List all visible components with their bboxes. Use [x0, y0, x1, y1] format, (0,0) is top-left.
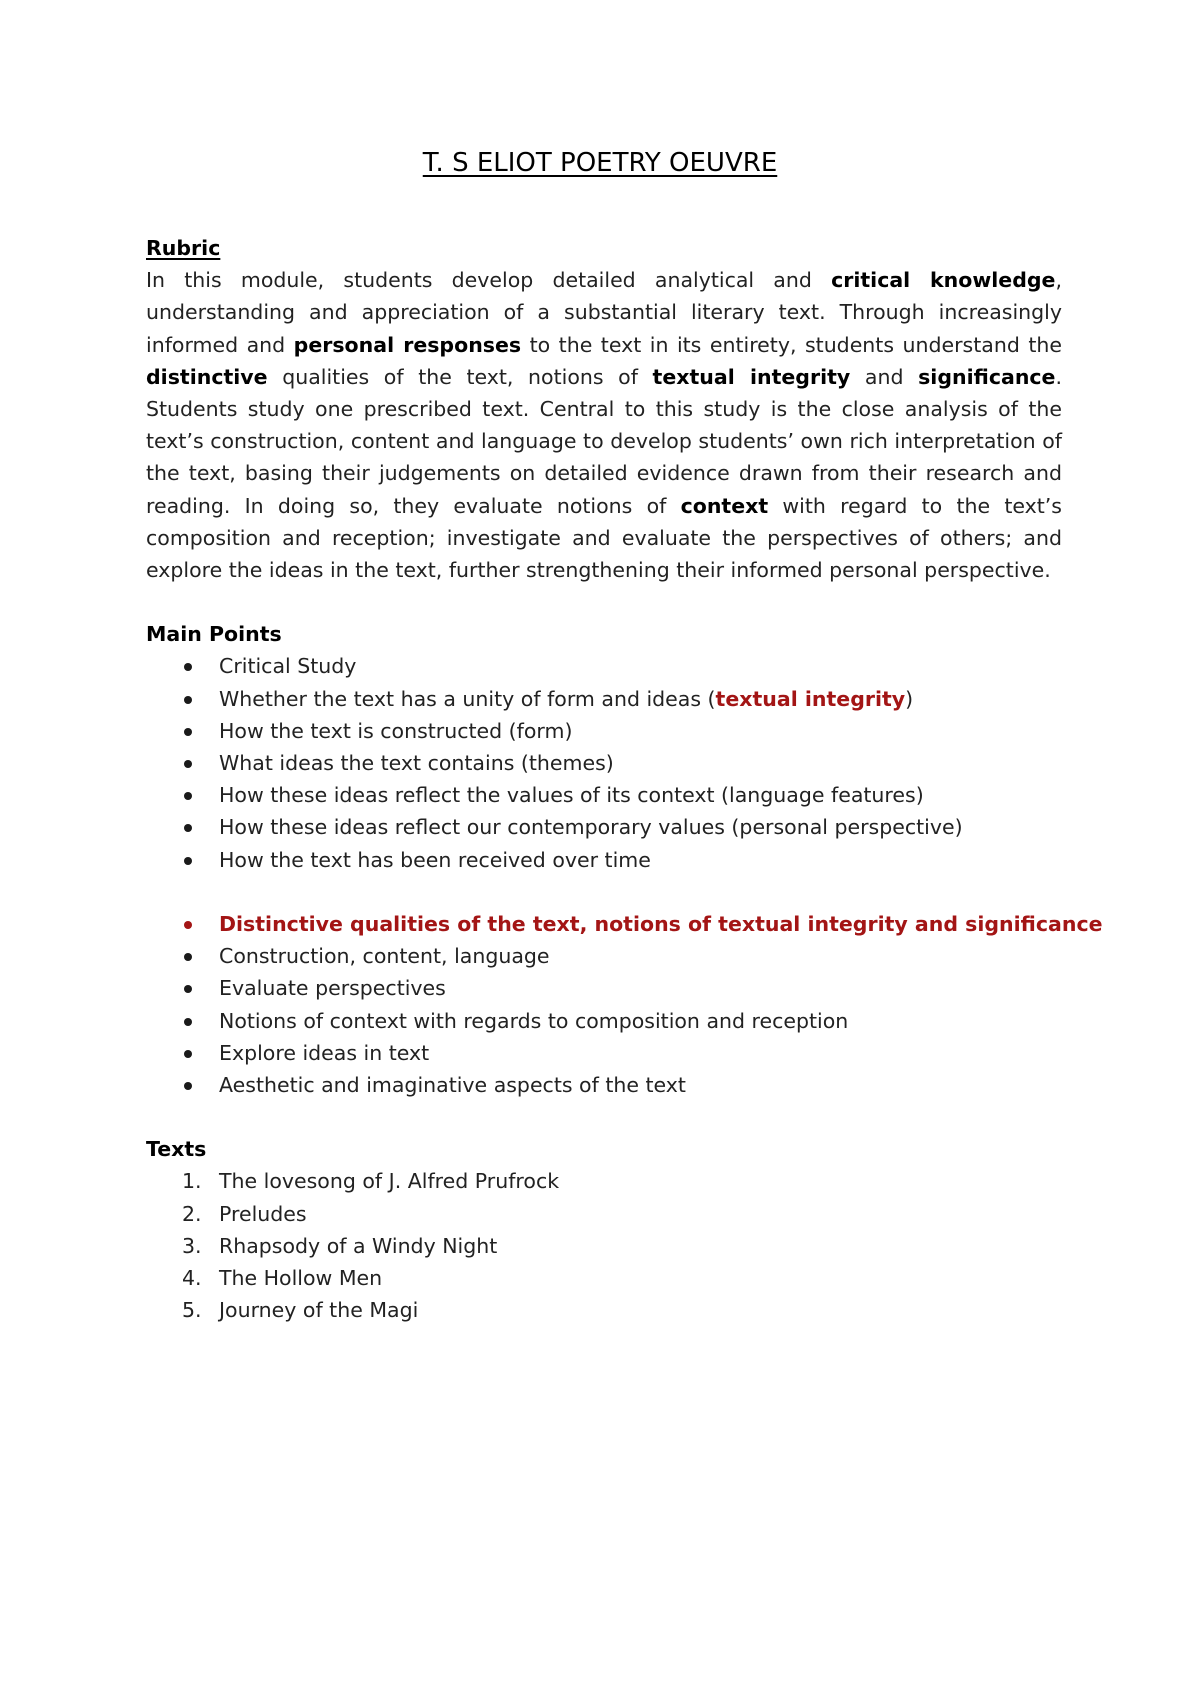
bullet-icon: [184, 857, 192, 865]
list-number: 4.: [182, 1266, 202, 1291]
rubric-segment: In this module, students develop detailed analytical and: [146, 268, 832, 293]
list-item: [146, 1037, 1062, 1069]
bullet-icon: [184, 1018, 192, 1026]
list-item-label: How the text is constructed (form): [219, 718, 573, 743]
list-gap: [146, 876, 1062, 908]
main-points-list: [146, 650, 1062, 875]
bullet-icon: [184, 985, 192, 993]
list-number: 5.: [182, 1298, 202, 1323]
rubric-heading: Rubric: [146, 236, 221, 260]
rubric-segment: . Students study one prescribed text. Central to this study is the close analysis of the text’s construction, content and language to develop students’ own rich interpretation of the text, basing their judgements on detailed evidence drawn from their research and reading. In doing so, they evaluate notions of: [146, 364, 1062, 518]
rubric-bold-significance: significance: [918, 364, 1056, 389]
list-item: [146, 650, 1062, 682]
rubric-segment: and: [850, 364, 919, 389]
rubric-segment: qualities of the text, notions of: [267, 364, 653, 389]
list-item: [146, 1005, 1062, 1037]
bullet-icon: [184, 824, 192, 832]
list-item: [146, 811, 1062, 843]
list-item: [146, 1198, 1062, 1230]
rubric-segment: , understanding and appreciation of a substantial literary text. Through increasingly informed and: [146, 268, 1062, 357]
bullet-icon: [184, 696, 192, 704]
list-item-label: How these ideas reflect our contemporary values (personal perspective): [219, 815, 963, 840]
list-item-label: How these ideas reflect the values of its context (language features): [219, 783, 924, 808]
list-item-label: Notions of context with regards to composition and reception: [219, 1008, 849, 1033]
rubric-paragraph: [146, 264, 1062, 586]
rubric-bold-personal-responses: personal responses: [293, 332, 522, 357]
list-item: [146, 1069, 1062, 1101]
highlight-textual-integrity: textual integrity: [715, 686, 906, 711]
rubric-bold-critical-knowledge: critical knowledge: [831, 268, 1056, 293]
list-number: 1.: [182, 1169, 202, 1194]
list-item: [146, 1262, 1062, 1294]
texts-heading: Texts: [146, 1137, 207, 1162]
list-item: [146, 683, 1062, 715]
document-body: [146, 232, 1103, 1326]
bullet-icon: [184, 1082, 192, 1090]
text-title: The lovesong of J. Alfred Prufrock: [219, 1169, 560, 1194]
list-item: [146, 779, 1062, 811]
list-item: [146, 1165, 1062, 1197]
list-item-label: ): [905, 686, 914, 711]
list-item: [146, 940, 1062, 972]
section-spacer: [146, 586, 1062, 618]
list-item: [146, 908, 1103, 940]
document-title: T. S ELIOT POETRY OEUVRE: [422, 148, 778, 178]
bullet-icon: [184, 792, 192, 800]
list-item-label-highlight: Distinctive qualities of the text, notions of textual integrity and significance: [219, 912, 1103, 937]
bullet-icon: [184, 760, 192, 768]
text-title: Rhapsody of a Windy Night: [219, 1233, 498, 1258]
text-title: Journey of the Magi: [219, 1298, 419, 1323]
text-title: Preludes: [219, 1201, 307, 1226]
rubric-segment: with regard to the text’s composition and reception; investigate and evaluate the perspectives of others; and explore the ideas in the text, further strengthening their informed personal perspective.: [146, 493, 1062, 583]
list-item-label: Critical Study: [219, 654, 357, 679]
list-item-label: How the text has been received over time: [219, 847, 651, 872]
list-number: 2.: [182, 1201, 202, 1226]
main-points-list-secondary: [146, 908, 1103, 1101]
main-points-heading: Main Points: [146, 622, 282, 647]
rubric-bold-context: context: [680, 493, 769, 518]
bullet-icon: [184, 953, 192, 961]
list-item: [146, 1230, 1062, 1262]
list-item-label: Aesthetic and imaginative aspects of the text: [219, 1073, 686, 1098]
rubric-bold-textual-integrity: textual integrity: [652, 364, 851, 389]
list-item: [146, 715, 1062, 747]
bullet-icon: [184, 921, 192, 929]
rubric-segment: to the text in its entirety, students understand the: [521, 332, 1062, 357]
rubric-bold-distinctive: distinctive: [146, 364, 268, 389]
list-item-label: Evaluate perspectives: [219, 976, 446, 1001]
list-item-label: Whether the text has a unity of form and ideas (: [219, 686, 716, 711]
list-item: [146, 747, 1062, 779]
list-item: [146, 844, 1062, 876]
list-item-label: What ideas the text contains (themes): [219, 751, 614, 776]
list-item-label: Construction, content, language: [219, 944, 550, 969]
bullet-icon: [184, 1050, 192, 1058]
section-spacer: [146, 1101, 1062, 1133]
texts-list: [146, 1165, 1062, 1326]
text-title: The Hollow Men: [219, 1266, 383, 1291]
bullet-icon: [184, 728, 192, 736]
list-item: [146, 1294, 1062, 1326]
bullet-icon: [184, 663, 192, 671]
list-item: [146, 972, 1062, 1004]
list-item-label: Explore ideas in text: [219, 1040, 430, 1065]
list-number: 3.: [182, 1233, 202, 1258]
